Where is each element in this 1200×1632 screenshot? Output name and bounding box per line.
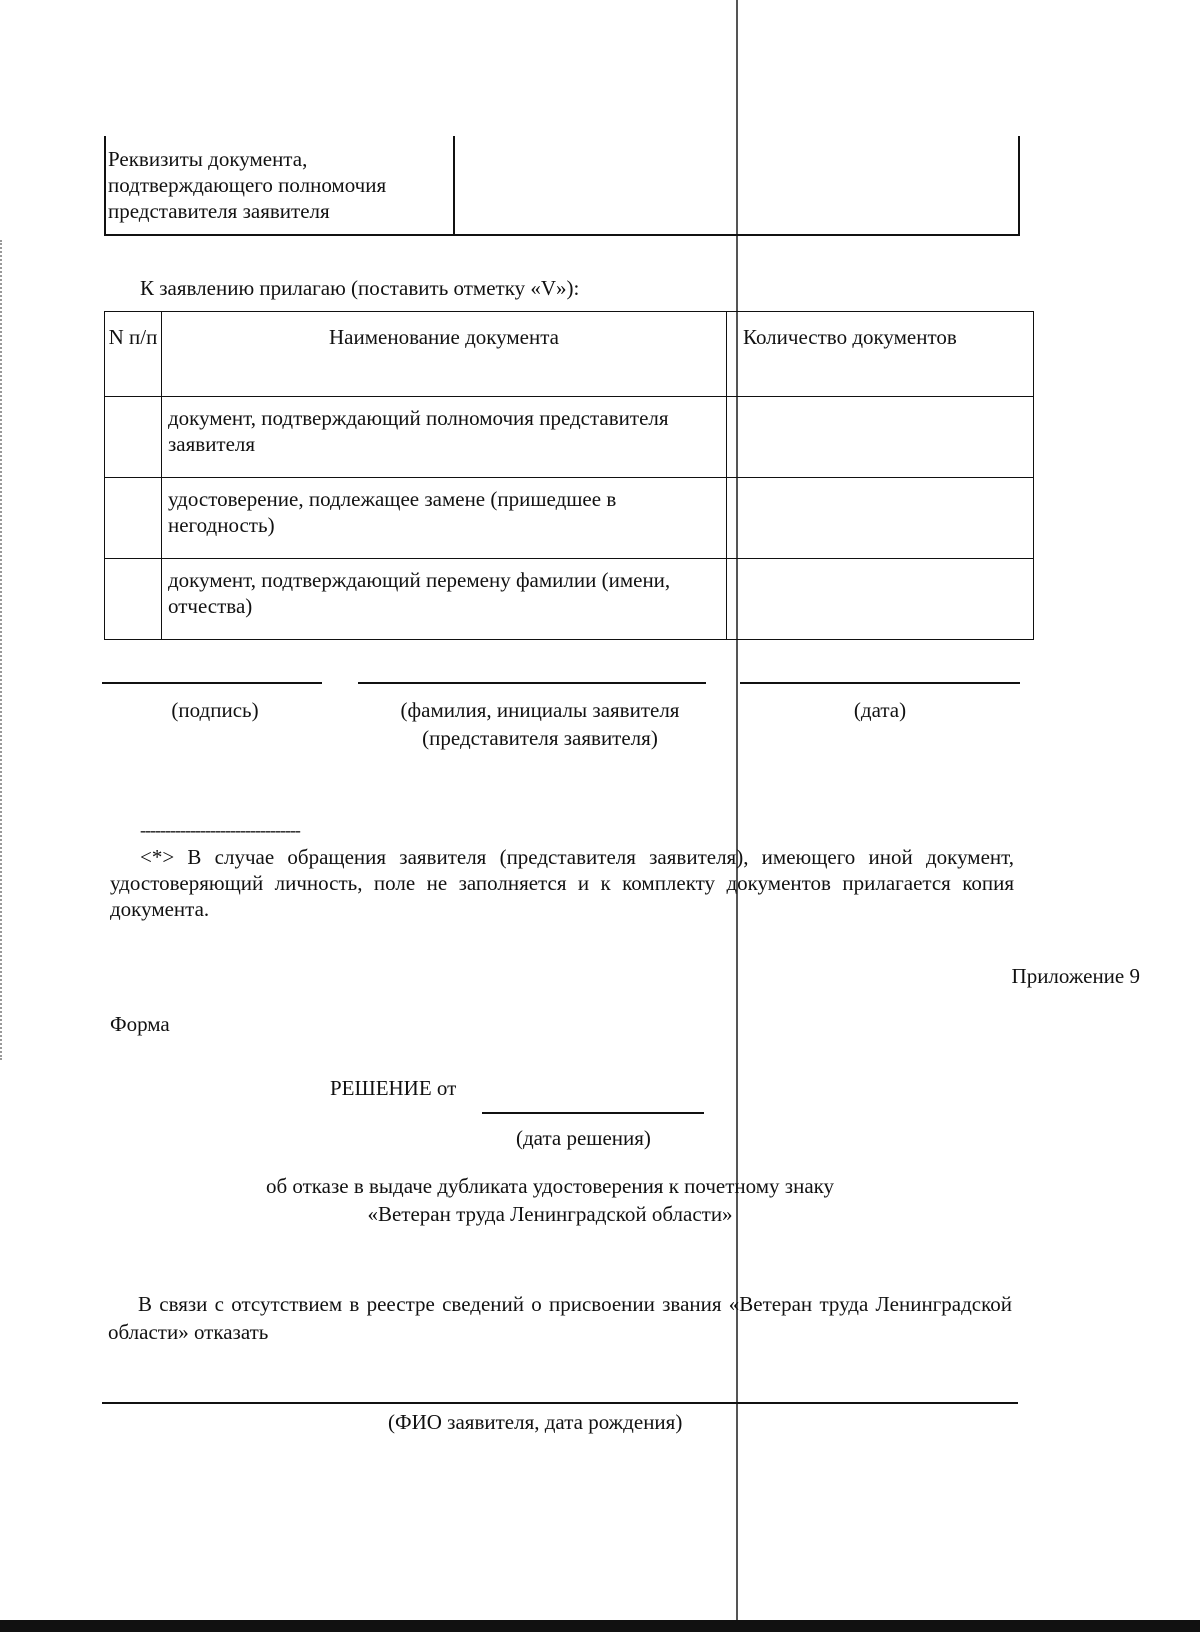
applicant-name-caption	[350, 696, 730, 752]
table-header-row	[105, 312, 1034, 397]
applicant-fio-line[interactable]	[102, 1402, 1018, 1404]
scan-fold-line	[736, 0, 738, 1632]
decision-subject-line2: «Ветеран труда Ленинградской области»	[367, 1202, 733, 1226]
decision-subject-line1: об отказе в выдаче дубликата удостоверения к почетному знаку	[265, 1174, 835, 1198]
form-label: Форма	[110, 1012, 170, 1036]
decision-body: В связи с отсутствием в реестре сведений о присвоении звания «Ветеран труда Ленинградской области» отказать	[108, 1292, 1012, 1344]
date-caption: (дата)	[853, 698, 907, 722]
header-document-count: Количество документов	[727, 312, 1034, 397]
signature-caption: (подпись)	[171, 698, 259, 722]
header-number: N п/п	[105, 312, 162, 397]
row-document-name: документ, подтверждающий полномочия представителя заявителя	[162, 397, 727, 478]
row-checkbox-cell[interactable]	[105, 397, 162, 478]
row-checkbox-cell[interactable]	[105, 559, 162, 640]
table-row	[105, 559, 1034, 640]
attachments-table	[104, 311, 1034, 640]
decision-date-caption: (дата решения)	[516, 1126, 651, 1150]
signature-line[interactable]	[102, 682, 322, 684]
table-row	[105, 397, 1034, 478]
attachments-intro: К заявлению прилагаю (поставить отметку «V»):	[140, 276, 580, 300]
footnote-separator: --------------------------------	[140, 820, 300, 840]
decision-date-line[interactable]	[482, 1112, 704, 1114]
header-document-name: Наименование документа	[162, 312, 727, 397]
row-document-count[interactable]	[727, 397, 1034, 478]
requisites-label: Реквизиты документа, подтверждающего полномочия представителя заявителя	[108, 147, 387, 223]
row-document-count[interactable]	[727, 559, 1034, 640]
row-document-name: документ, подтверждающий перемену фамилии (имени, отчества)	[162, 559, 727, 640]
appendix-number: Приложение 9	[1011, 964, 1140, 988]
scan-bottom-edge	[0, 1620, 1200, 1632]
applicant-name-line[interactable]	[358, 682, 706, 684]
applicant-name-caption-line2: (представителя заявителя)	[422, 726, 658, 750]
applicant-fio-caption: (ФИО заявителя, дата рождения)	[388, 1410, 683, 1434]
scan-edge-artifact	[0, 240, 4, 1060]
row-document-name: удостоверение, подлежащее замене (пришедшее в негодность)	[162, 478, 727, 559]
table-row	[105, 478, 1034, 559]
row-checkbox-cell[interactable]	[105, 478, 162, 559]
date-line[interactable]	[740, 682, 1020, 684]
decision-title: РЕШЕНИЕ от	[330, 1076, 457, 1100]
row-document-count[interactable]	[727, 478, 1034, 559]
decision-subject	[200, 1172, 900, 1228]
applicant-name-caption-line1: (фамилия, инициалы заявителя	[400, 698, 680, 722]
footnote-text: <*> В случае обращения заявителя (представителя заявителя), имеющего иной документ, удостоверяющий личность, поле не заполняется и к комплекту документов прилагается копия документа.	[110, 845, 1014, 921]
